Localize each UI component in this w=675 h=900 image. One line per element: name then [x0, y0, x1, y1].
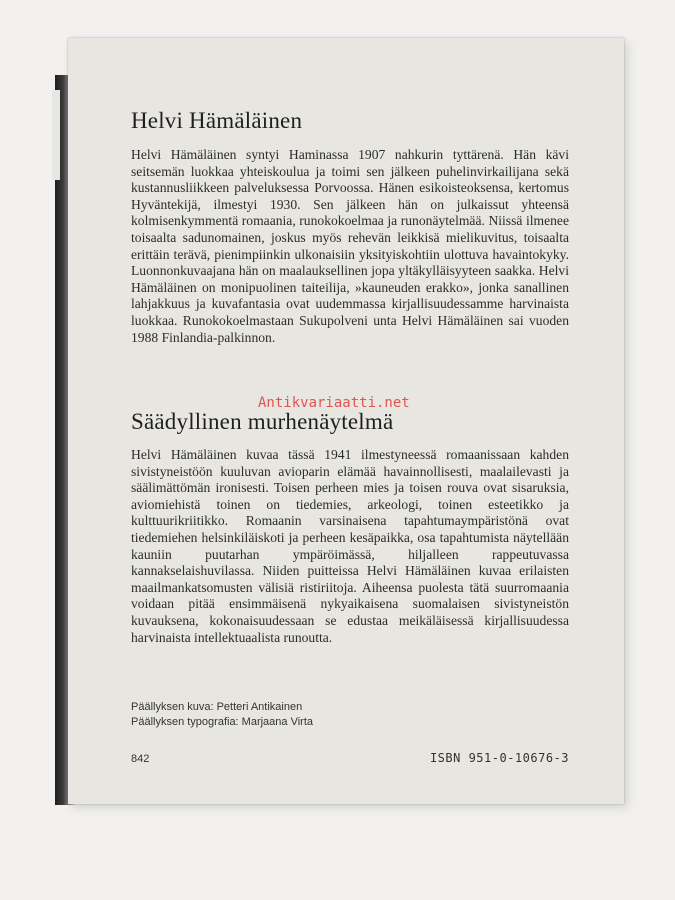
book-description: Helvi Hämäläinen kuvaa tässä 1941 ilmestyneessä romaanissaan kahden sivistyneistöön kuuluvan avioparin elämää havainnollisesti, maalailevasti ja säälimättömän ironisesti. Toisen perheen mies ja toisen rouva ovat sisaruksia, aviomiehistä toinen on tiedemies, arkeologi, toinen esteetikko ja kulttuurikriitikko. Romaanin varsinaisena tapahtumaympäristönä ovat tiedemiehen helsinkiläiskoti ja perheen kesäpaikka, osa tapahtumista näytellään kauniin puutarhan ympäröimässä, hiljalleen rappeutuvassa kannakselaishuvilassa. Niiden puitteissa Helvi Hämäläinen kuvaa erilaisten maailmankatsomusten välisiä ristiriitoja. Aiheensa puolesta tätä suurromaania voidaan pitää ensimmäisenä nykyaikaisena suomalaisen sivistyneistön kuvauksena, kokonaisuudessaan se edustaa meikäläisessä kirjallisuudessa harvinaista intellektuaalista runoutta. [131, 447, 569, 645]
cover-credits [131, 700, 313, 730]
author-heading: Helvi Hämäläinen [131, 108, 303, 133]
author-bio: Helvi Hämäläinen syntyi Haminassa 1907 nahkurin tyttärenä. Hän kävi seitsemän luokkaa yhteiskoulua ja toimi sen jälkeen puhelinvirkailijana sekä kustannusliikkeen palveluksessa Porvoossa. Hänen esikoisteoksensa, kertomus Hyväntekijä, ilmestyi 1930. Sen jälkeen hän on julkaissut yhteensä kolmisenkymmentä romaania, runokokoelmaa ja runonäytelmää. Niissä ilmenee toisaalta sadunomainen, joskus myös rehevän leikkisä mielikuvitus, toisaalta erittäin terävä, pienimpiinkin ulkonaisiin yksityiskohtiin ulottuva havaintokyky. Luonnonkuvaajana hän on maalauksellinen jopa yltäkylläisyyteen saakka. Helvi Hämäläinen on monipuolinen taiteilija, »kauneuden erakko», jonka sanallinen lahjakkuus ja kuvafantasia ovat uudemmassa kirjallisuudessamme harvinaista luokkaa. Runokokoelmastaan Sukupolveni unta Helvi Hämäläinen sai vuoden 1988 Finlandia-palkinnon. [131, 147, 569, 345]
catalog-number: 842 [131, 753, 150, 765]
isbn-number: ISBN 951-0-10676-3 [429, 751, 569, 765]
watermark-text: Antikvariaatti.net [258, 395, 410, 411]
cover-image-credit: Päällyksen kuva: Petteri Antikainen [131, 701, 303, 713]
book-page-edge [52, 90, 60, 180]
book-title-heading: Säädyllinen murhenäytelmä [131, 409, 394, 434]
cover-typography-credit: Päällyksen typografia: Marjaana Virta [131, 716, 314, 728]
